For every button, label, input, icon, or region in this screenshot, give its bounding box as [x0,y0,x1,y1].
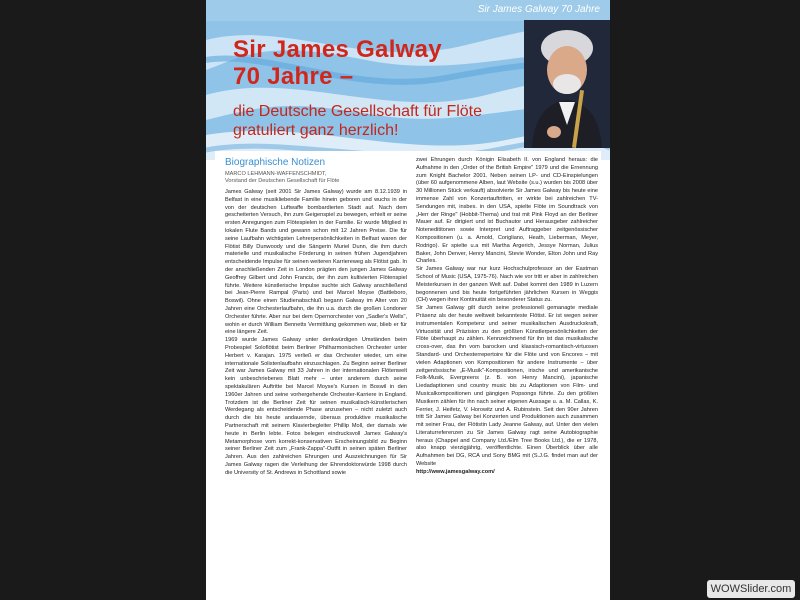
running-title: Sir James Galway 70 Jahre [477,4,600,15]
article-title [233,36,442,90]
author-block [225,171,407,185]
body-paragraph: Sir James Galway war nur kurz Hochschulprofessor an der Eastman School of Music (USA, 1975-76). Nach wie vor tritt er aber in zahlreichen Meisterkursen in der ganzen Welt auf. Dabei kommt den 1989 in Luzern begonnenen und bis heute fortgeführten jährlichen Kursen in Weggis (CH) wegen ihrer Kontinuität ein besonderer Status zu. [416,266,598,304]
body-paragraph: 1969 wurde James Galway unter denkwürdigen Umständen beim Probespiel Soloflötist beim Berliner Philharmonischen Orchester unter Herbert v. Karajan. 1975 verließ er das Orchester wieder, um eine internationale Solistenlaufbahn einzuschlagen. Zu Beginn seiner Berliner Zeit war James Galway mit 33 Jahren in der internationalen Flötenwelt kein unbeschriebenes Blatt mehr – unter anderem durch seine spektakulären Auftritte bei Marcel Moyse's Kursen in Boswil in den 1960er Jahren und seine vorhergehende Orchester-Karriere in England. Trotzdem ist die Berliner Zeit für seinen musikalisch-künstlerischen Werdegang als entscheidende Phase anzusehen – nicht zuletzt auch durch die bis heute andauernde, überaus produktive musikalische Partnerschaft mit seinem Klavierbegleiter Phillip Moll, der damals wie heute in Berlin lebte. Fotos belegen eindrucksvoll James Galway's Metamorphose vom korrekt-konservativen Erscheinungsbild zu Beginn seiner Berliner Zeit zum „Frank-Zappa"-Outfit in seinen späten Berliner Jahren. Aus den zahlreichen Ehrungen und Auszeichnungen für Sir James Galway ragen die Verleihung der Ehrendoktorwürde 1998 durch die University of St. Andrews in Schottland sowie [225,337,407,476]
article-subtitle: die Deutsche Gesellschaft für Flöte gratuliert ganz herzlich! [233,103,483,139]
body-paragraph: Sir James Galway gilt durch seine professionell gemanagte mediale Präsenz als der heute weltweit bekannteste Flötist. Er ist wegen seiner instrumentalen Kompetenz und seiner musikalischen Ausdruckskraft, Virtuosität und Präzision zu den größten Künstlerpersönlichkeiten der Flöte überhaupt zu zählen. Kennzeichnend für ihn ist das musikalische cross-over, das ihn vom barocken und klassisch-romantisch-virtuosen Standard- und Orchesterrepertoire für die Flöte und von Encores – mit vielen Adaptionen von Kompositionen für andere Instrumente – über zeitgenössische „E-Musik"-Kompositionen, irische und amerikanische Folk-Musik, Evergreens (z. B. von Henry Mancini), japanische Liedadaptionen und country music bis zu Adaptionen von Film- und Musicalkompositionen und gängigen Popsongs führte. Zu den größten Musikern zählen für ihn nach seiner eigenen Aussage u. a. M. Callas, K. Ferrier, J. Heifetz, V. Horowitz und A. Rubinstein. Seit den 90er Jahren tritt Sir James Galway bei Konzerten und Produktionen auch zusammen mit seiner Frau, der Flötistin Lady Jeanne Galway, auf. Unter den vielen Literaturreferenzen zu Sir James Galway ragt seine Autobiographie heraus (Chappel and Company Ltd./Elm Tree Books Ltd.), die er 1978, also knapp vierzigjährig, veröffentlichte. Einen Überblick über alle Aufnahmen bei DG, RCA und Sony BMG mit (S.J.G. findet man auf der Website [416,305,598,468]
title-line-1: Sir James Galway [233,36,442,63]
title-line-2: 70 Jahre – [233,63,354,90]
column-right [416,157,598,477]
body-paragraph: James Galway (seit 2001 Sir James Galway) wurde am 8.12.1939 in Belfast in eine musikliebende Familie hinein geboren und wuchs in der von der deutschen Luftwaffe bombardierten Stadt auf. Nach dem gescheiterten Versuch, ihn zum Geigenspiel zu bewegen, erhielt er seine ersten Anregungen zum Flötespielen in der Familie. Er wurde Mitglied in lokalen Flute Bands und gewann schon mit 12 Jahren Preise. Die für seine Laufbahn wichtigsten Lehrerpersönlichkeiten in Belfast waren der Flötist Billy Dunwoody und die Sängerin Muriel Dunn, die ihm durch materielle und musikalische Förderung in seinen frühen Jugendjahren entscheidende Impulse für seinen weiteren Karriereweg als Flötist gab. In der anschließenden Zeit in London prägten den jungen James Galway Geoffrey Gilbert und John Francis, der ihn zum kultivierten Flötenspiel führte. Weitere künstlerische Impulse suchte sich Galway anschließend bei Jean-Pierre Rampal (Paris) und bei Marcel Moyse (Battleboro, Boswil). Ohne einen Studienabschluß begann Galway im Alter von 20 Jahren eine Orchesterlaufbahn, die ihn u.a. durch die großen Londoner Orchester führte. Aber nur bei dem Opernorchester von „Sadler's Wells", wohin er durch William Bennetts Vermittlung gekommen war, blieb er für eine längere Zeit. [225,189,407,336]
portrait-photo [524,20,610,148]
portrait-image [524,20,610,148]
author-name: MARCO LEHMANN-WAFFENSCHMIDT, [225,171,327,177]
running-header [206,0,610,21]
article-body [215,151,601,591]
magazine-page [206,0,610,600]
section-title: Biographische Notizen [225,157,326,168]
watermark-badge: WOWSlider.com [707,580,795,598]
author-role: Vorstand der Deutschen Gesellschaft für Flöte [225,178,340,184]
website-link[interactable]: http://www.jamesgalway.com/ [416,468,495,475]
body-paragraph: zwei Ehrungen durch Königin Elisabeth II. von England heraus: die Aufnahme in den „Order of the British Empire" 1979 und die Ernennung zum Knight Bachelor 2001. Neben seinen LP- und CD-Einspielungen (über 60 aufgenommene Alben, laut Website (s.u.) wurden bis 2008 über 30 Millionen Stück verkauft) absolvierte Sir James Galway bis heute eine immense Zahl von Konzertauftritten, er wirkte bei zahlreichen TV-Sendungen mit, insbes. in den USA, spielte Flöte im Soundtrack von „Herr der Ringe" (Hobbit-Thema) und trat mit Pink Floyd an der Berliner Mauer auf. Er dirigiert und ist Buchautor und Herausgeber zahlreicher Notenedititonen sowie Interpret und Auftraggeber zeitgenössischer Kompositionen (u. a. Arnold, Corigliano, Heath, Lieberman, Meyer, Rodrigo). Er spielte u.a mit Martha Argerich, Jessye Norman, Julius Baker, John Denver, Henry Mancini, Stevie Wonder, Elton John und Ray Charles. [416,157,598,265]
column-left [225,157,407,477]
